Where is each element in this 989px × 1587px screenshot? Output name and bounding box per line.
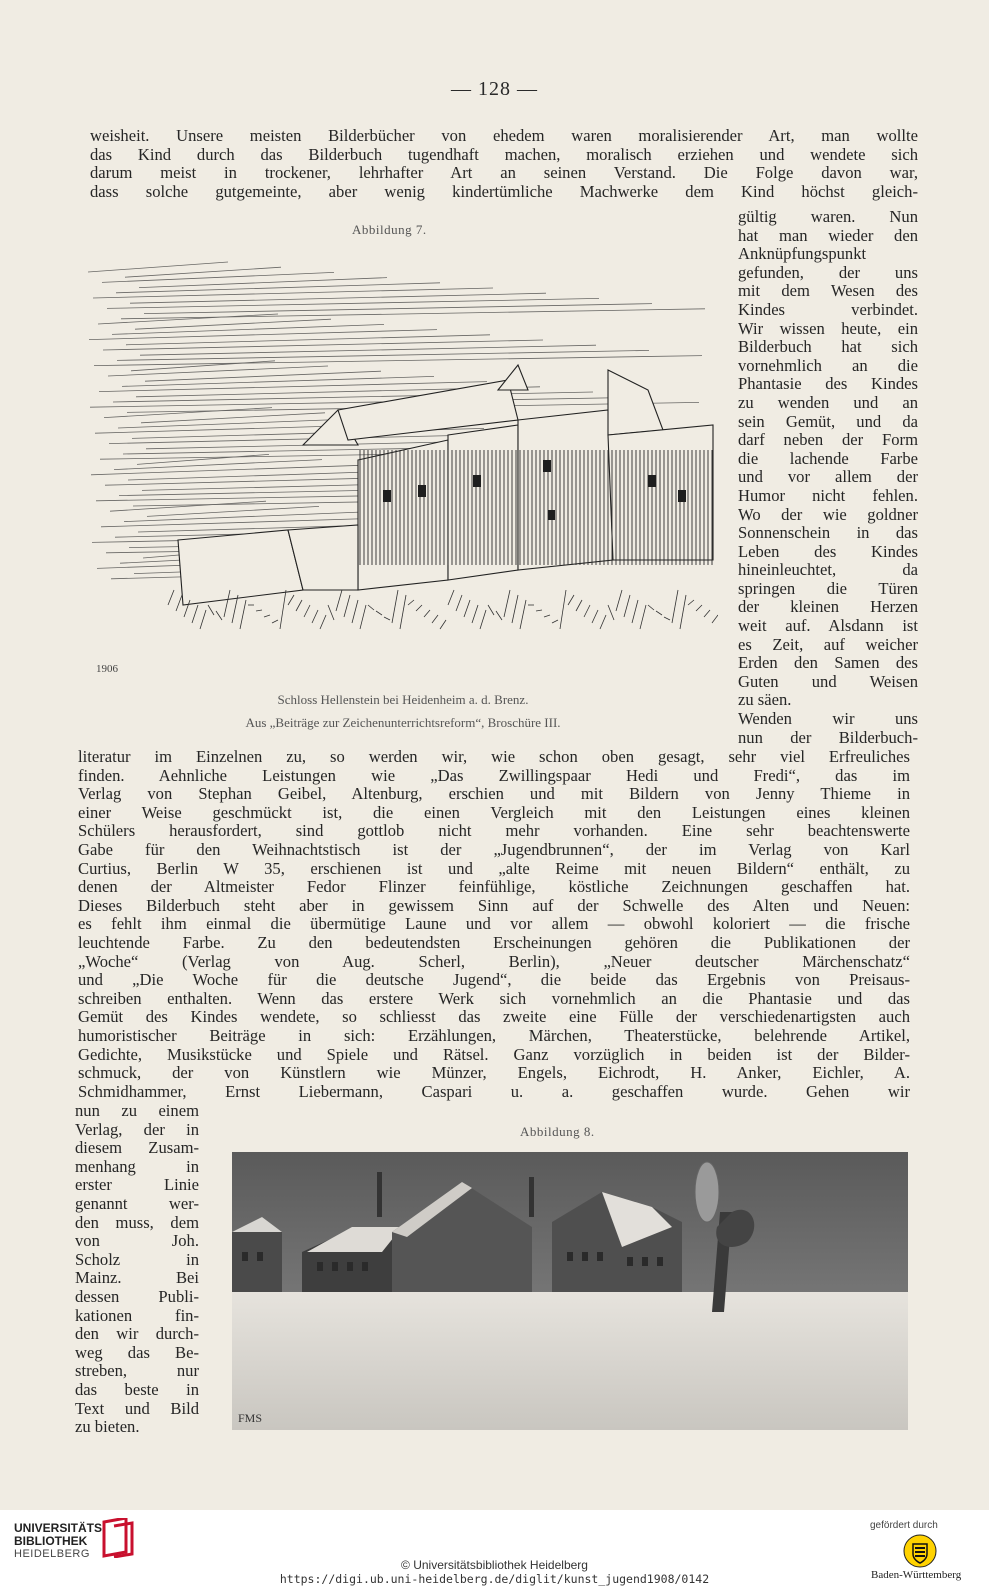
text-line: leuchtende Farbe. Zu den bedeutendsten Erscheinungen gehören die Publikationen der <box>78 932 910 952</box>
library-name-line2: BIBLIOTHEK <box>14 1534 88 1548</box>
text-line: weit auf. Alsdann ist <box>738 616 918 636</box>
painting-signature: FMS <box>238 1411 263 1425</box>
text-line: darf neben der Form <box>738 430 918 450</box>
text-line: humoristischer Beiträge in sich: Erzählungen, Märchen, Theaterstücke, belehrende Artikel, <box>78 1025 910 1045</box>
text-line: es Zeit, auf weicher <box>738 634 918 654</box>
text-line: Curtius, Berlin W 35, erschienen ist und „alte Reime mit neuen Bildern“ enthält, zu <box>78 858 910 878</box>
text-line: nun zu einem <box>75 1101 199 1120</box>
sketch-date-mark: 1906 <box>96 663 118 675</box>
text-line: streben, nur <box>75 1361 199 1381</box>
text-line: die lachende Farbe <box>738 448 918 468</box>
top-paragraph <box>90 127 918 201</box>
text-line: weg das Be- <box>75 1342 199 1362</box>
figure-7-label: Abbildung 7. <box>352 222 427 237</box>
text-line: dessen Publi- <box>75 1286 199 1306</box>
text-line: hat man wieder den <box>738 225 918 245</box>
text-line: Phantasie des Kindes <box>738 374 918 394</box>
text-line: Bilderbuch hat sich <box>738 337 918 357</box>
library-name-line1: UNIVERSITÄTS- <box>14 1521 107 1535</box>
text-line: Mainz. Bei <box>75 1268 199 1288</box>
text-line: Schmidhammer, Ernst Liebermann, Caspari u. a. geschaffen wurde. Gehen wir <box>78 1081 910 1101</box>
library-name-line3: HEIDELBERG <box>14 1548 90 1560</box>
text-line: und „Die Woche für die deutsche Jugend“, die beide das Ergebnis von Preisaus- <box>78 970 910 990</box>
baden-wuerttemberg-coat-of-arms-icon <box>903 1534 937 1573</box>
library-logo[interactable] <box>14 1522 106 1561</box>
text-line: gefunden, der uns <box>738 262 918 282</box>
text-line: Leben des Kindes <box>738 541 918 561</box>
text-line: Wo der wie goldner <box>738 504 918 524</box>
text-line: Verlag von Stephan Geibel, Altenburg, erschien und mit Bildern von Jenny Thieme in <box>78 784 910 804</box>
text-line: vornehmlich an die <box>738 355 918 375</box>
main-paragraph <box>78 748 910 1101</box>
text-line: literatur im Einzelnen zu, so werden wir, wie schon oben gesagt, sehr viel Erfreuliches <box>78 747 910 766</box>
text-line: springen die Türen <box>738 578 918 598</box>
text-line: kationen fin- <box>75 1305 199 1325</box>
text-line: Text und Bild <box>75 1398 199 1418</box>
text-line: zu säen. <box>738 690 792 710</box>
text-line: erster Linie <box>75 1175 199 1195</box>
text-line: „Woche“ (Verlag von Aug. Scherl, Berlin), „Neuer deutscher Märchenschatz“ <box>78 951 910 971</box>
text-line: einer Weise geschmückt ist, die einen Vergleich mit den Leistungen eines kleinen <box>78 802 910 822</box>
text-line: Gemüt des Kindes wendete, so schliesst das zweite eine Fülle der verschiedenartigsten auch <box>78 1007 910 1027</box>
text-line: gültig waren. Nun <box>738 207 918 226</box>
library-emblem-icon <box>100 1518 136 1563</box>
text-line: zu wenden und an <box>738 392 918 412</box>
figure-7-caption-title: Schloss Hellenstein bei Heidenheim a. d. Brenz. <box>277 692 529 707</box>
text-line: weisheit. Unsere meisten Bilderbücher von ehedem waren moralisierender Art, man wollte <box>90 126 918 145</box>
left-column-text <box>75 1102 199 1437</box>
copyright-notice: © Universitätsbibliothek Heidelberg <box>401 1558 588 1572</box>
text-line: finden. Aehnliche Leistungen wie „Das Zwillingspaar Hedi und Fredi“, das im <box>78 765 910 785</box>
right-column-text <box>738 208 918 747</box>
text-line: Dieses Bilderbuch steht aber in gewissem Sinn auf der Schwelle des Alten und Neuen: <box>78 895 910 915</box>
text-line: denen der Altmeister Fedor Flinzer feinfühlige, köstliche Zeichnungen geschaffen hat. <box>78 877 910 897</box>
text-line: sein Gemüt, und da <box>738 411 918 431</box>
figure-7-castle-drawing <box>88 260 718 685</box>
text-line: das Kind durch das Bilderbuch tugendhaft machen, moralisch erziehen und wendete sich <box>90 144 918 164</box>
figure-7-caption-source: Aus „Beiträge zur Zeichenunterrichtsreform“, Broschüre III. <box>245 715 561 730</box>
text-line: Guten und Weisen <box>738 671 918 691</box>
text-line: Schülers herausfordert, sind gottlob nicht mehr vorhanden. Eine sehr beachtenswerte <box>78 821 910 841</box>
text-line: Sonnenschein in das <box>738 523 918 543</box>
text-line: Wenden wir uns <box>738 709 918 729</box>
text-line: mit dem Wesen des <box>738 281 918 301</box>
text-line: von Joh. <box>75 1231 199 1251</box>
permalink-url[interactable]: https://digi.ub.uni-heidelberg.de/diglit/kunst_jugend1908/0142 <box>279 1572 710 1586</box>
text-line: und vor allem der <box>738 467 918 487</box>
text-line: Verlag, der in <box>75 1119 199 1139</box>
funding-label: gefördert durch <box>870 1520 938 1531</box>
text-line: genannt wer- <box>75 1193 199 1213</box>
text-line: Gabe für den Weihnachtstisch ist der „Jugendbrunnen“, der im Verlag von Karl <box>78 839 910 859</box>
figure-8-label: Abbildung 8. <box>520 1124 595 1139</box>
text-line: hineinleuchtet, da <box>738 560 918 580</box>
text-line: Humor nicht fehlen. <box>738 485 918 505</box>
text-line: es fehlt ihm einmal die übermütige Laune und vor allem — obwohl koloriert — die frische <box>78 914 910 934</box>
text-line: schreiben enthalten. Wenn das erstere Werk sich vornehmlich an die Phantasie und das <box>78 988 910 1008</box>
text-line: diesem Zusam- <box>75 1138 199 1158</box>
text-line: Scholz in <box>75 1249 199 1269</box>
page-number: — 128 — <box>451 78 538 100</box>
text-line: Erden den Samen des <box>738 653 918 673</box>
text-line: darum meist in trockener, lehrhafter Art an seinen Verstand. Die Folge davon war, <box>90 163 918 183</box>
text-line: menhang in <box>75 1156 199 1176</box>
text-line: den muss, dem <box>75 1212 199 1232</box>
text-line: nun der Bilderbuch- <box>738 727 918 747</box>
text-line: der kleinen Herzen <box>738 597 918 617</box>
text-line: Anknüpfungspunkt <box>738 244 867 264</box>
text-line: Wir wissen heute, ein <box>738 318 918 338</box>
text-line: den wir durch- <box>75 1324 199 1344</box>
text-line: dass solche gutgemeinte, aber wenig kindertümliche Machwerke dem Kind höchst gleich- <box>90 181 918 201</box>
text-line: schmuck, der von Künstlern wie Münzer, Engels, Eichrodt, H. Anker, Eichler, A. <box>78 1063 910 1083</box>
state-label: Baden-Württemberg <box>871 1569 962 1581</box>
winter-village-painting-image <box>232 1152 908 1430</box>
castle-sketch-image <box>88 260 718 685</box>
text-line: zu bieten. <box>75 1417 140 1437</box>
figure-8-painting <box>232 1152 908 1430</box>
text-line: das beste in <box>75 1379 199 1399</box>
text-line: Kindes verbindet. <box>738 299 918 319</box>
text-line: Gedichte, Musikstücke und Spiele und Rätsel. Ganz vorzüglich in beiden ist der Bilder- <box>78 1044 910 1064</box>
